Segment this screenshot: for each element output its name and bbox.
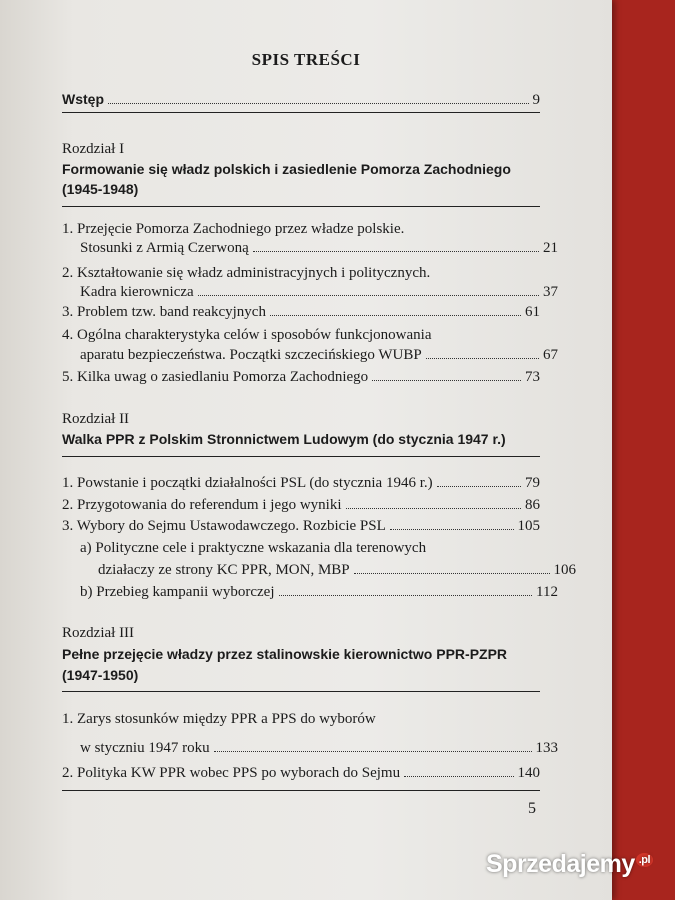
divider <box>62 112 540 113</box>
toc-intro-page: 9 <box>532 92 540 108</box>
toc-intro-label: Wstęp <box>62 91 104 107</box>
toc-entry-text: aparatu bezpieczeństwa. Początki szczecińskiego WUBP <box>80 347 422 363</box>
toc-entry-page: 112 <box>536 584 558 600</box>
toc-entry-page: 61 <box>525 304 540 320</box>
toc-entry <box>62 368 540 386</box>
leader-dots <box>198 295 539 296</box>
leader-dots <box>372 380 521 381</box>
leader-dots <box>426 358 539 359</box>
watermark-logo <box>486 850 653 879</box>
toc-entry <box>62 739 558 757</box>
leader-dots <box>354 573 550 574</box>
toc-entry <box>62 561 576 579</box>
leader-dots <box>108 103 529 104</box>
toc-entry <box>62 764 540 782</box>
leader-dots <box>346 508 521 509</box>
toc-entry-page: 86 <box>525 497 540 513</box>
toc-entry-text: Stosunki z Armią Czerwoną <box>80 240 249 256</box>
toc-entry-text: a) Polityczne cele i praktyczne wskazania dla terenowych <box>80 540 427 556</box>
leader-dots <box>390 529 514 530</box>
toc-entry-page: 37 <box>543 284 558 300</box>
toc-entry <box>62 283 558 301</box>
chapter-label: Rozdział II <box>62 411 130 427</box>
divider <box>62 790 540 791</box>
toc-entry-text: w styczniu 1947 roku <box>80 740 210 756</box>
watermark-suffix: .pl <box>636 853 653 867</box>
toc-entry-text: 2. Przygotowania do referendum i jego wyniki <box>62 497 342 513</box>
divider <box>62 456 540 457</box>
chapter-label: Rozdział III <box>62 625 135 641</box>
divider <box>62 691 540 692</box>
toc-entry <box>62 346 558 364</box>
toc-entry-page: 140 <box>517 765 540 781</box>
toc-intro <box>62 90 540 109</box>
toc-entry-page: 21 <box>543 240 558 256</box>
page-title: SPIS TREŚCI <box>251 50 361 69</box>
toc-entry-text: 5. Kilka uwag o zasiedlaniu Pomorza Zachodniego <box>62 369 369 385</box>
toc-entry-text: 1. Przejęcie Pomorza Zachodniego przez władze polskie. <box>62 221 405 237</box>
toc-entry-text: b) Przebieg kampanii wyborczej <box>80 584 275 600</box>
toc-entry <box>62 517 540 535</box>
toc-entry <box>62 239 558 257</box>
toc-entry-page: 106 <box>553 562 576 578</box>
toc-entry <box>62 474 540 492</box>
chapter-label: Rozdział I <box>62 141 125 157</box>
toc-entry-text: 2. Polityka KW PPR wobec PPS po wyborach do Sejmu <box>62 765 401 781</box>
toc-entry-text: 1. Powstanie i początki działalności PSL (do stycznia 1946 r.) <box>62 475 433 491</box>
leader-dots <box>404 776 513 777</box>
toc-entry-page: 105 <box>517 518 540 534</box>
page-number: 5 <box>528 800 536 817</box>
toc-entry <box>62 496 540 514</box>
leader-dots <box>279 595 533 596</box>
leader-dots <box>253 251 539 252</box>
toc-entry-text: Kadra kierownicza <box>80 284 194 300</box>
chapter-title: (1945-1948) <box>62 181 139 197</box>
leader-dots <box>214 751 532 752</box>
watermark-text: Sprzedajemy <box>486 850 635 878</box>
chapter-title: (1947-1950) <box>62 667 139 683</box>
toc-entry-page: 79 <box>525 475 540 491</box>
toc-entry-text: 4. Ogólna charakterystyka celów i sposobów funkcjonowania <box>62 327 432 343</box>
toc-entry-text: 3. Wybory do Sejmu Ustawodawczego. Rozbicie PSL <box>62 518 386 534</box>
divider <box>62 206 540 207</box>
leader-dots <box>437 486 521 487</box>
chapter-title: Pełne przejęcie władzy przez stalinowskie kierownictwo PPR-PZPR <box>62 646 508 662</box>
toc-entry-text: 1. Zarys stosunków między PPR a PPS do wyborów <box>62 711 376 727</box>
toc-entry-page: 73 <box>525 369 540 385</box>
toc-entry-page: 133 <box>535 740 558 756</box>
toc-entry-text: 2. Kształtowanie się władz administracyjnych i politycznych. <box>62 265 431 281</box>
chapter-title: Walka PPR z Polskim Stronnictwem Ludowym (do stycznia 1947 r.) <box>62 431 506 447</box>
chapter-title: Formowanie się władz polskich i zasiedlenie Pomorza Zachodniego <box>62 161 511 177</box>
toc-entry <box>62 303 540 321</box>
toc-entry <box>62 583 558 601</box>
toc-entry-text: działaczy ze strony KC PPR, MON, MBP <box>98 562 350 578</box>
leader-dots <box>270 315 521 316</box>
toc-entry-text: 3. Problem tzw. band reakcyjnych <box>62 304 266 320</box>
toc-entry-page: 67 <box>543 347 558 363</box>
